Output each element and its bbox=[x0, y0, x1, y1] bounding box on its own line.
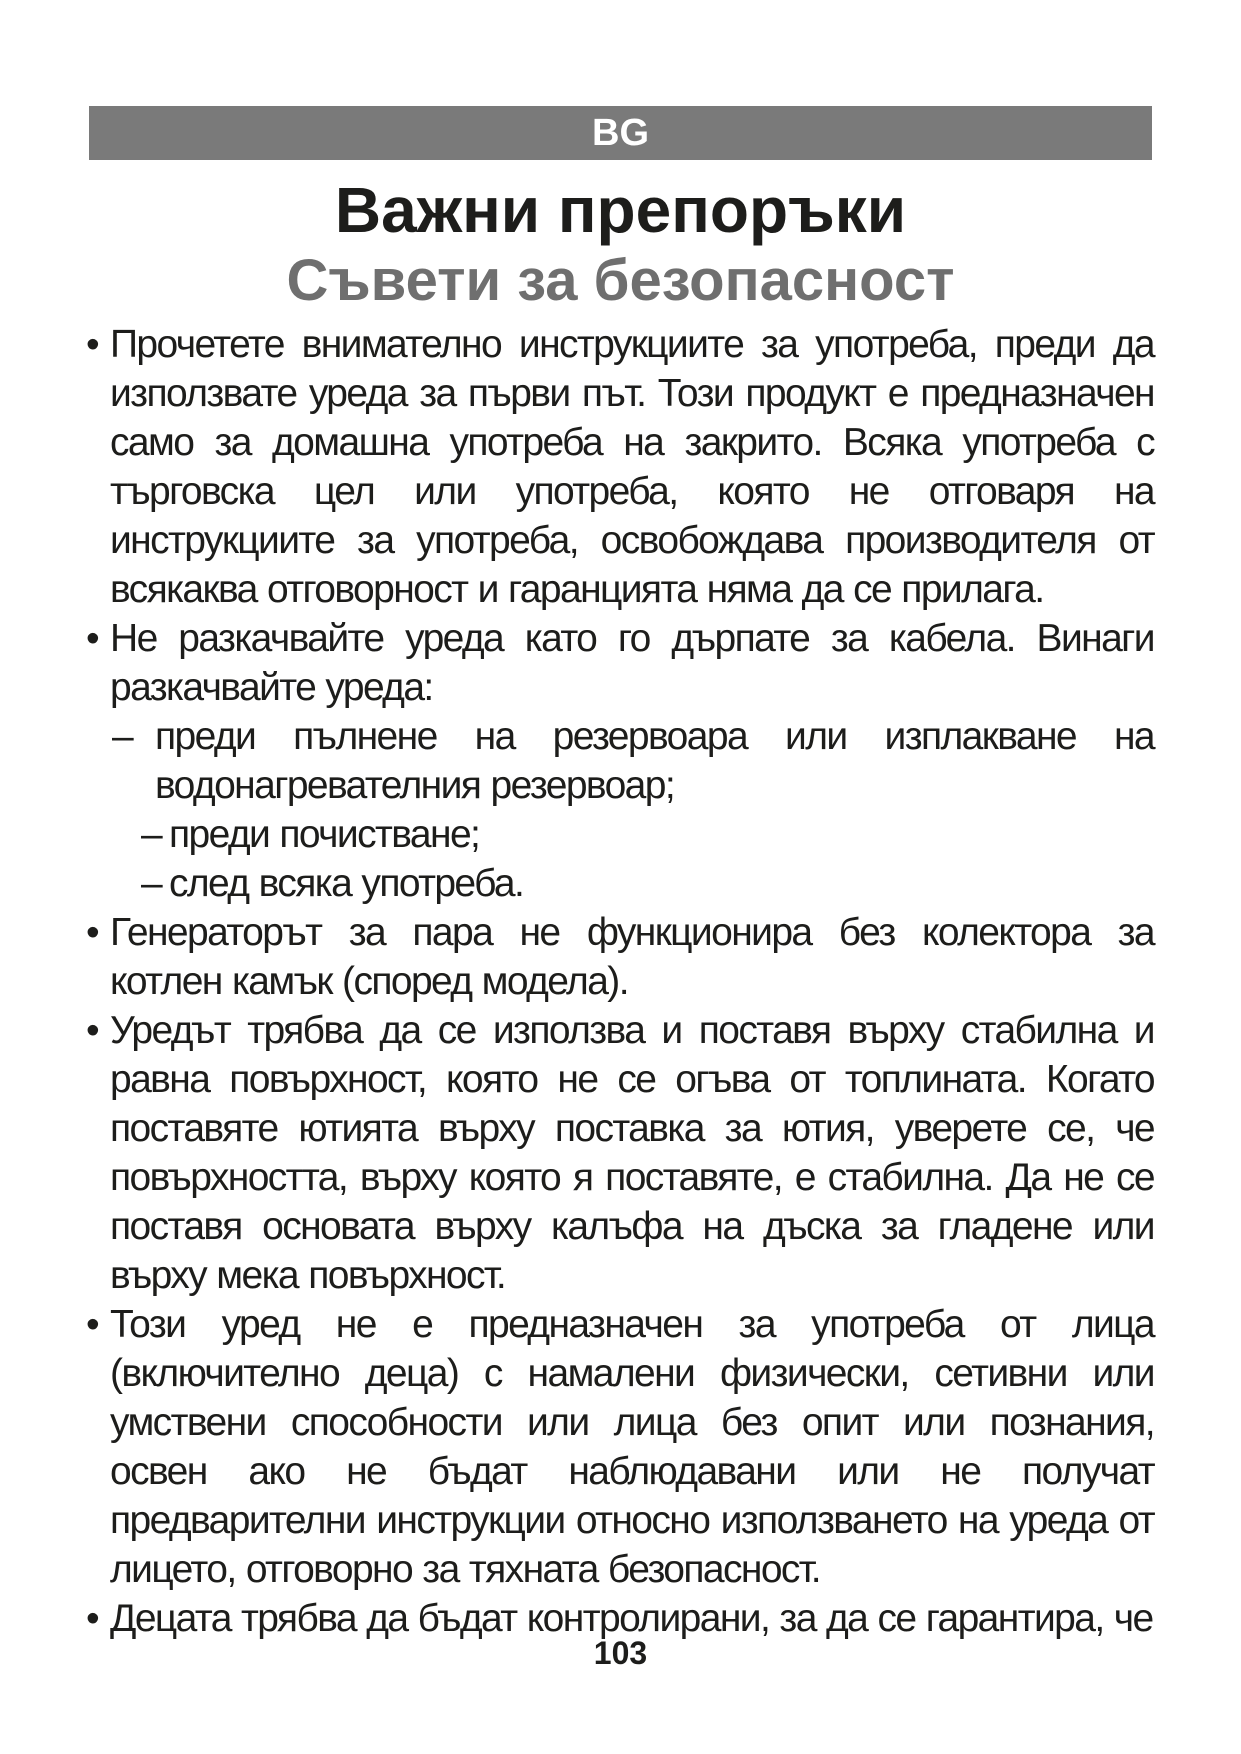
list-item bbox=[86, 614, 1154, 712]
sub-list-item-text: преди почистване; bbox=[169, 813, 480, 856]
language-header-bar bbox=[89, 106, 1152, 160]
sub-list-item-text: след всяка употреба. bbox=[169, 862, 524, 905]
sub-list-item bbox=[86, 712, 1154, 810]
page-number: 103 bbox=[593, 1635, 648, 1671]
bullet-icon: • bbox=[86, 911, 99, 954]
sub-list-item bbox=[86, 859, 1154, 908]
list-item bbox=[86, 320, 1154, 614]
bullet-icon: • bbox=[86, 1303, 99, 1346]
dash-icon: – bbox=[141, 862, 162, 905]
sub-list-item-text: преди пълнене на резервоара или изплакване на водонагревателния резервоар; bbox=[155, 715, 1154, 807]
bullet-icon: • bbox=[86, 1009, 99, 1052]
list-item-text: Уредът трябва да се използва и поставя върху стабилна и равна повърхност, която не се огъва от топлината. Когато поставяте ютията върху поставка за ютия, уверете се, че повърхността, върху която я поставяте, е стабилна. Да не се поставя основата върху калъфа на дъска за гладене или върху мека повърхност. bbox=[110, 1009, 1154, 1297]
list-item-text: Този уред не е предназначен за употреба от лица (включително деца) с намалени физически, сетивни или умствени способности или лица без опит или познания, освен ако не бъдат наблюдавани или не получат предварителни инструкции относно използването на уреда от лицето, отговорно за тяхната безопасност. bbox=[110, 1303, 1154, 1591]
list-item bbox=[86, 1300, 1154, 1594]
bullet-icon: • bbox=[86, 617, 99, 660]
list-item-text: Децата трябва да бъдат контролирани, за да се гарантира, че bbox=[110, 1597, 1153, 1640]
page-title: Важни препоръки bbox=[334, 174, 907, 246]
sub-list-item bbox=[86, 810, 1154, 859]
bullet-icon: • bbox=[86, 323, 99, 366]
language-code: BG bbox=[592, 112, 649, 154]
list-item bbox=[86, 908, 1154, 1006]
dash-icon: – bbox=[141, 813, 162, 856]
list-item-text: Не разкачвайте уреда като го дърпате за кабела. Винаги разкачвайте уреда: bbox=[110, 617, 1154, 709]
dash-icon: – bbox=[112, 715, 133, 758]
list-item-text: Генераторът за пара не функционира без колектора за котлен камък (според модела). bbox=[110, 911, 1154, 1003]
list-item-text: Прочетете внимателно инструкциите за употреба, преди да използвате уреда за първи път. Този продукт е предназначен само за домашна употреба на закрито. Всяка употреба с търговска цел или употреба, която не отговаря на инструкциите за употреба, освобождава производителя от всякаква отговорност и гаранцията няма да се прилага. bbox=[110, 323, 1154, 611]
safety-instructions-list bbox=[86, 320, 1154, 1643]
list-item bbox=[86, 1006, 1154, 1300]
page-subtitle: Съвети за безопасност bbox=[286, 248, 955, 313]
bullet-icon: • bbox=[86, 1597, 99, 1640]
